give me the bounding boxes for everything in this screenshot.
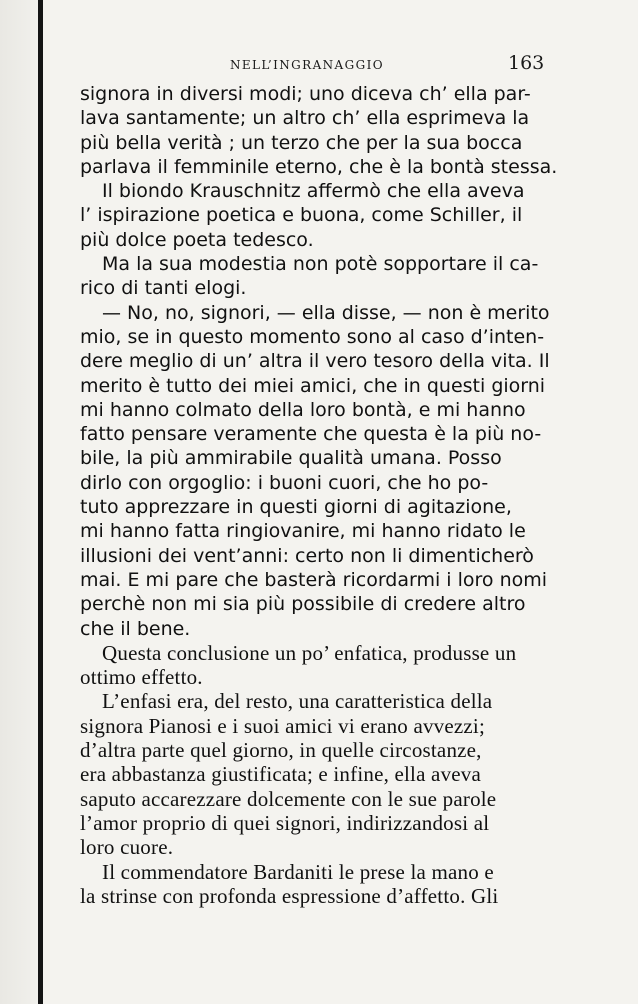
text-line: illusioni dei vent’anni: certo non li dimenticherò bbox=[80, 544, 534, 567]
text-line: merito è tutto dei miei amici, che in questi giorni bbox=[80, 374, 546, 397]
text-line: perchè non mi sia più possibile di credere altro bbox=[80, 593, 526, 616]
text-line: signora in diversi modi; uno diceva ch’ ella par- bbox=[80, 83, 531, 105]
text-line: loro cuore. bbox=[80, 835, 174, 860]
text-line: ottimo effetto. bbox=[80, 665, 203, 690]
text-line: più dolce poeta tedesco. bbox=[80, 228, 314, 251]
text-line: Ma la sua modestia non potè sopportare il ca- bbox=[102, 253, 539, 276]
page-header bbox=[80, 52, 580, 76]
text-line: più bella verità ; un terzo che per la sua bocca bbox=[80, 131, 523, 154]
text-line: dirlo con orgoglio: i buoni cuori, che ho po- bbox=[80, 471, 489, 494]
text-line: tuto apprezzare in questi giorni di agitazione, bbox=[80, 496, 512, 519]
text-line: mi hanno colmato della loro bontà, e mi hanno bbox=[80, 398, 526, 421]
text-line: fatto pensare veramente che questa è la più no- bbox=[80, 423, 542, 446]
gutter-shadow bbox=[0, 0, 38, 1004]
text-line: L’enfasi era, del resto, una caratteristica della bbox=[102, 689, 493, 714]
text-line: parlava il femminile eterno, che è la bontà stessa. bbox=[80, 155, 558, 178]
text-line: l’ ispirazione poetica e buona, come Schiller, il bbox=[80, 204, 523, 227]
text-line: mi hanno fatta ringiovanire, mi hanno ridato le bbox=[80, 520, 526, 543]
text-line: d’altra parte quel giorno, in quelle circostanze, bbox=[80, 738, 482, 763]
text-line: era abbastanza giustificata; e infine, ella aveva bbox=[80, 762, 482, 787]
text-line: dere meglio di un’ altra il vero tesoro della vita. Il bbox=[80, 350, 550, 373]
text-line: — No, no, signori, — ella disse, — non è merito bbox=[102, 301, 550, 324]
text-line: Questa conclusione un po’ enfatica, produsse un bbox=[102, 640, 517, 665]
text-line: la strinse con profonda espressione d’affetto. Gli bbox=[80, 883, 499, 908]
text-line: mai. E mi pare che basterà ricordarmi i loro nomi bbox=[80, 568, 548, 591]
running-head: NELL’INGRANAGGIO bbox=[230, 58, 384, 72]
text-line: mio, se in questo momento sono al caso d’inten- bbox=[80, 325, 545, 348]
text-line: l’amor proprio di quei signori, indirizzandosi al bbox=[80, 810, 490, 835]
text-line: signora Pianosi e i suoi amici vi erano avvezzi; bbox=[80, 713, 485, 738]
text-line: rico di tanti elogi. bbox=[80, 277, 247, 300]
text-line: che il bene. bbox=[80, 617, 191, 640]
text-line: Il biondo Krauschnitz affermò che ella aveva bbox=[102, 180, 525, 203]
text-line: Il commendatore Bardaniti le prese la mano e bbox=[102, 859, 494, 884]
page-number: 163 bbox=[508, 52, 545, 74]
text-line: lava santamente; un altro ch’ ella esprimeva la bbox=[80, 107, 530, 130]
book-spine-edge bbox=[38, 0, 43, 1004]
body-text bbox=[78, 82, 588, 908]
text-line: bile, la più ammirabile qualità umana. Posso bbox=[80, 447, 502, 470]
text-line: saputo accarezzare dolcemente con le sue parole bbox=[80, 786, 497, 811]
